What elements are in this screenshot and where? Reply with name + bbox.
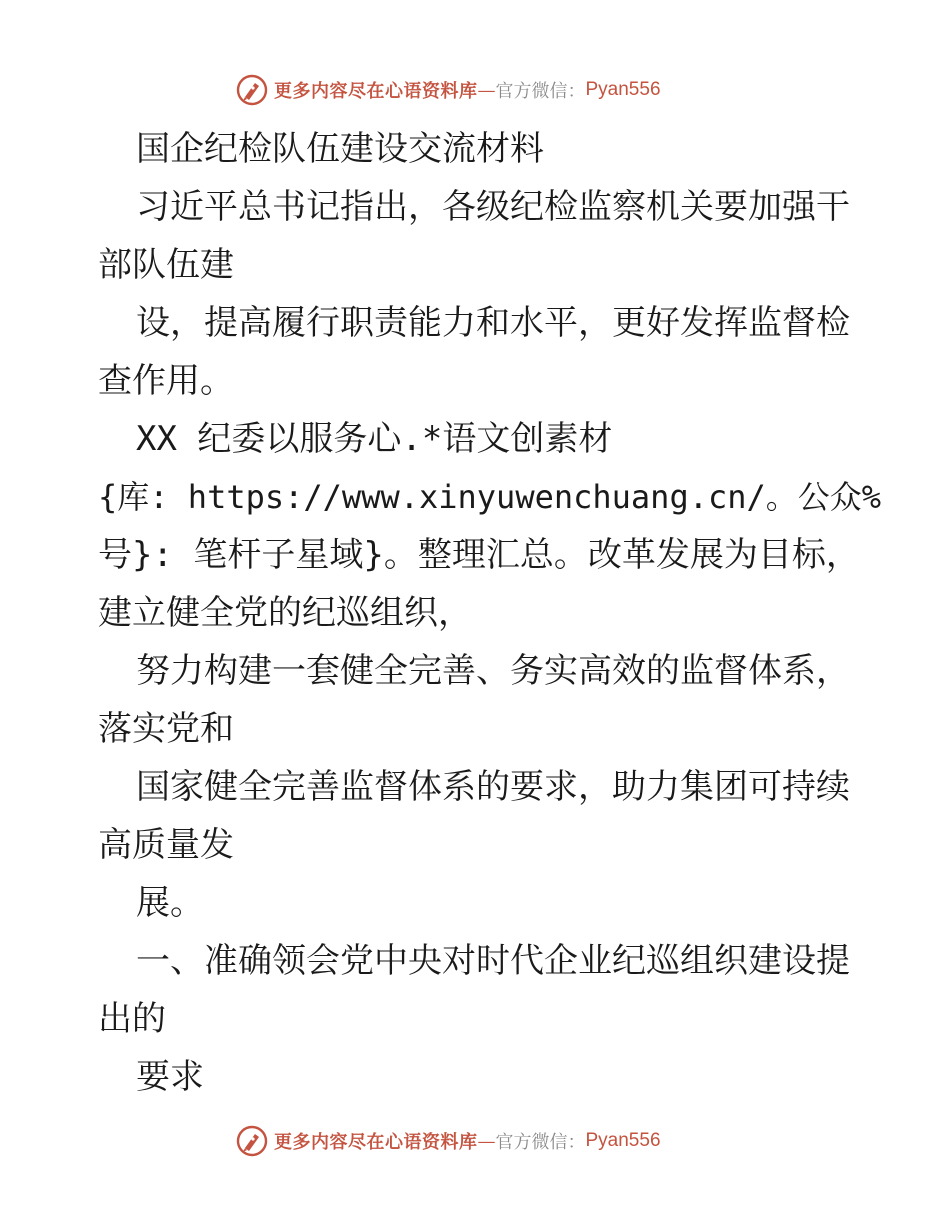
text-line: 习近平总书记指出，各级纪检监察机关要加强干 <box>136 187 850 227</box>
banner-text: 更多内容尽在心语资料库 <box>274 81 478 102</box>
text-line: XX 纪委以服务心.*语文创素材 <box>136 419 613 459</box>
text-line: 落实党和 <box>98 709 234 749</box>
document-title: 国企纪检队伍建设交流材料 <box>136 129 544 169</box>
text-line: 设，提高履行职责能力和水平，更好发挥监督检 <box>136 303 850 343</box>
text-line: 要求 <box>136 1057 204 1097</box>
text-line: 查作用。 <box>98 361 234 401</box>
banner-dash: — <box>477 79 496 101</box>
banner-wechat-label: 官方微信： <box>495 1132 586 1153</box>
text-line: 努力构建一套健全完善、务实高效的监督体系， <box>136 651 850 691</box>
header-banner <box>236 73 661 107</box>
banner-wechat-label: 官方微信： <box>495 81 586 102</box>
text-line: 部队伍建 <box>98 245 234 285</box>
banner-dash: — <box>477 1130 496 1152</box>
pen-nib-icon <box>236 74 268 106</box>
banner-text: 更多内容尽在心语资料库 <box>274 1132 478 1153</box>
text-line: 展。 <box>136 883 204 923</box>
banner-wechat-id: Pyan556 <box>585 1130 661 1151</box>
text-line: 号}: 笔杆子星域}。整理汇总。改革发展为目标， <box>98 535 860 575</box>
banner-wechat-id: Pyan556 <box>585 79 661 100</box>
text-line: {库: https://www.xinyuwenchuang.cn/。公众% <box>98 478 882 516</box>
pen-nib-icon <box>236 1125 268 1157</box>
section-heading: 一、准确领会党中央对时代企业纪巡组织建设提 <box>136 941 850 981</box>
text-line: 国家健全完善监督体系的要求，助力集团可持续 <box>136 767 850 807</box>
document-body <box>98 120 882 1106</box>
text-line: 高质量发 <box>98 825 234 865</box>
text-line: 出的 <box>98 999 166 1039</box>
text-line: 建立健全党的纪巡组织， <box>98 593 472 633</box>
footer-banner <box>236 1124 661 1158</box>
